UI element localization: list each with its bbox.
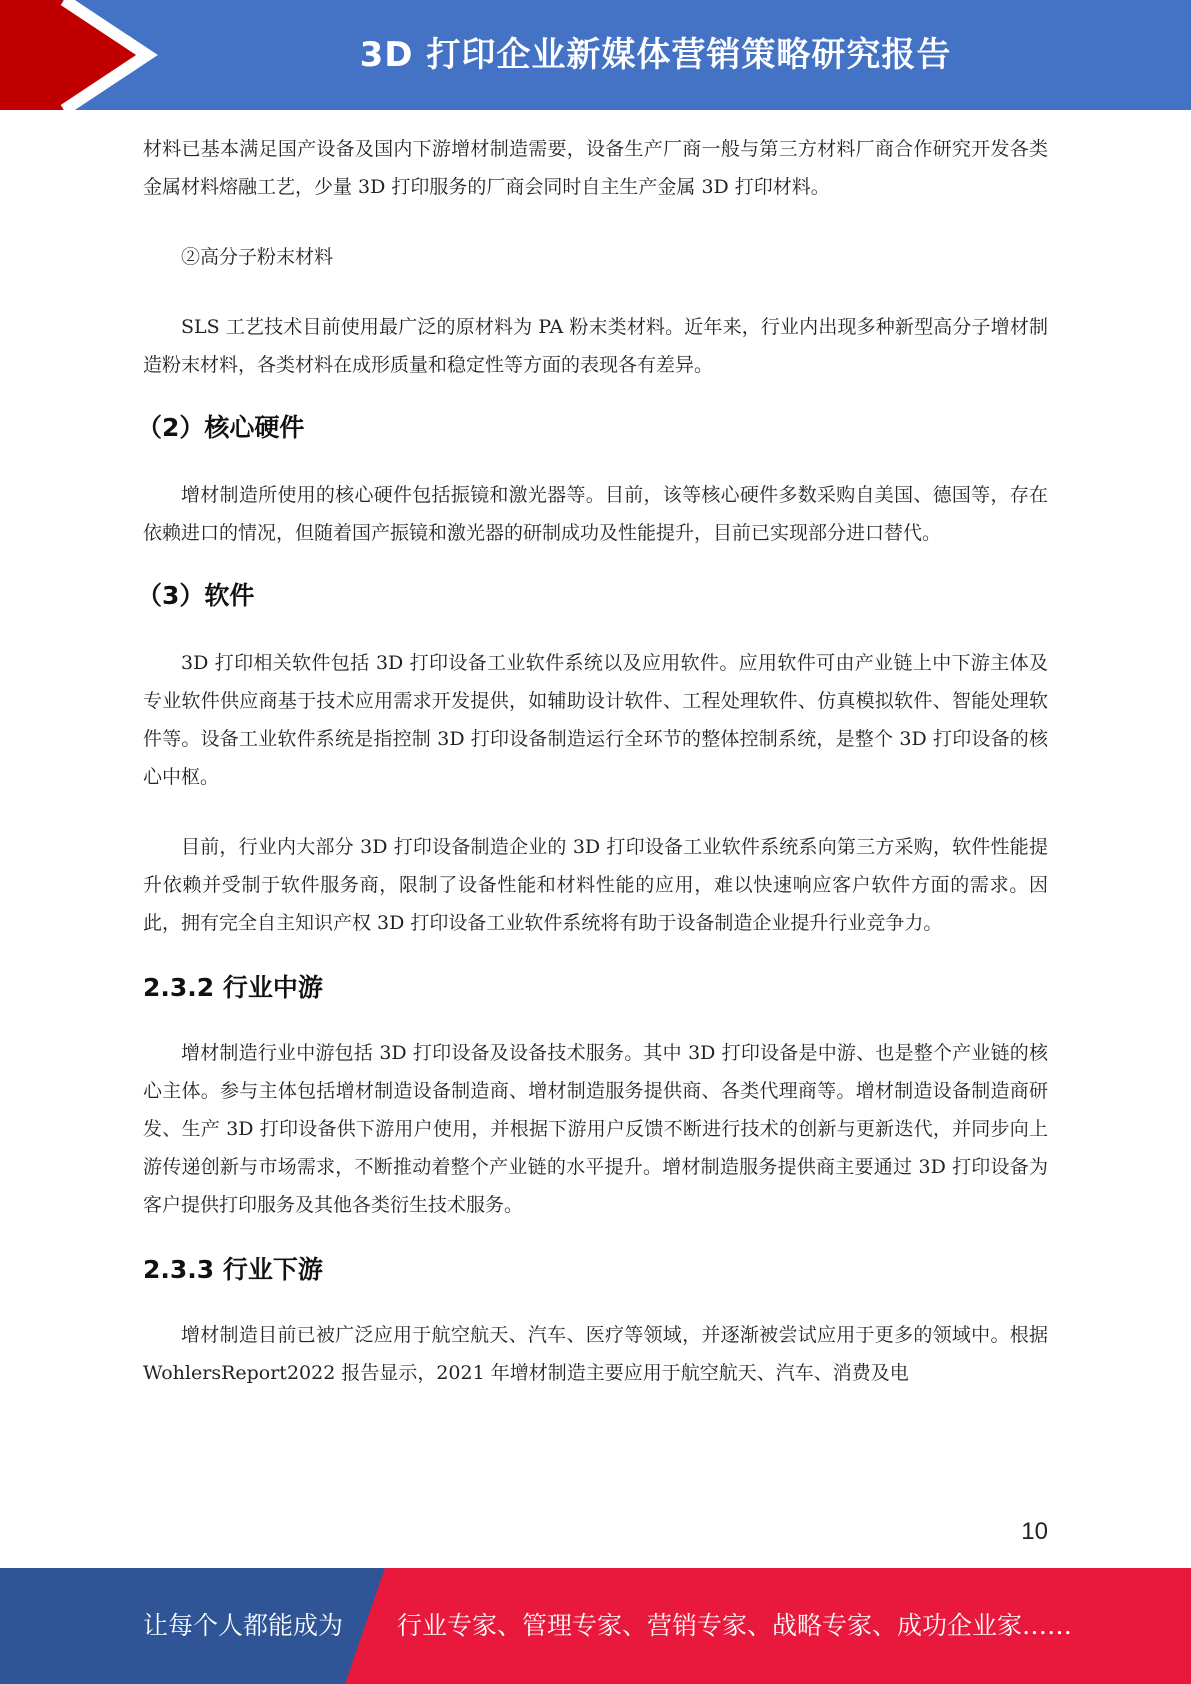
paragraph: 增材制造目前已被广泛应用于航空航天、汽车、医疗等领域，并逐渐被尝试应用于更多的领域中。根据 WohlersReport2022 报告显示，2021 年增材制造主要应用于航空航天、汽车、消费及电 (143, 1324, 1048, 1384)
paragraph: SLS 工艺技术目前使用最广泛的原材料为 PA 粉末类材料。近年来，行业内出现多种新型高分子增材制造粉末材料，各类材料在成形质量和稳定性等方面的表现各有差异。 (143, 316, 1048, 376)
paragraph: 增材制造所使用的核心硬件包括振镜和激光器等。目前，该等核心硬件多数采购自美国、德国等，存在依赖进口的情况，但随着国产振镜和激光器的研制成功及性能提升，目前已实现部分进口替代。 (143, 484, 1048, 544)
footer-slogan-left: 让每个人都能成为 (143, 1611, 344, 1640)
document-body (137, 130, 1048, 1392)
footer-slogan-right: 行业专家、管理专家、营销专家、战略专家、成功企业家…… (397, 1611, 1073, 1640)
paragraph: 增材制造行业中游包括 3D 打印设备及设备技术服务。其中 3D 打印设备是中游、也是整个产业链的核心主体。参与主体包括增材制造设备制造商、增材制造服务提供商、各类代理商等。增材制造设备制造商研发、生产 3D 打印设备供下游用户使用，并根据下游用户反馈不断进行技术的创新与更新迭代，并同步向上游传递创新与市场需求，不断推动着整个产业链的水平提升。增材制造服务提供商主要通过 3D 打印设备为客户提供打印服务及其他各类衍生技术服务。 (143, 1042, 1048, 1216)
paragraph: 材料已基本满足国产设备及国内下游增材制造需要，设备生产厂商一般与第三方材料厂商合作研究开发各类金属材料熔融工艺，少量 3D 打印服务的厂商会同时自主生产金属 3D 打印材料。 (143, 138, 1048, 198)
section-heading-midstream: 2.3.2 行业中游 (143, 973, 323, 1002)
list-item-polymer-powder: ②高分子粉末材料 (181, 246, 334, 268)
page-footer (0, 1568, 1191, 1684)
page-header (0, 0, 1191, 110)
section-heading-software: （3）软件 (137, 581, 255, 610)
paragraph: 3D 打印相关软件包括 3D 打印设备工业软件系统以及应用软件。应用软件可由产业链上中下游主体及专业软件供应商基于技术应用需求开发提供，如辅助设计软件、工程处理软件、仿真模拟软件、智能处理软件等。设备工业软件系统是指控制 3D 打印设备制造运行全环节的整体控制系统，是整个 3D 打印设备的核心中枢。 (143, 652, 1048, 788)
paragraph: 目前，行业内大部分 3D 打印设备制造企业的 3D 打印设备工业软件系统系向第三方采购，软件性能提升依赖并受制于软件服务商，限制了设备性能和材料性能的应用，难以快速响应客户软件方面的需求。因此，拥有完全自主知识产权 3D 打印设备工业软件系统将有助于设备制造企业提升行业竞争力。 (143, 836, 1048, 934)
section-heading-core-hardware: （2）核心硬件 (137, 413, 305, 442)
report-title: 3D 打印企业新媒体营销策略研究报告 (359, 35, 952, 75)
section-heading-downstream: 2.3.3 行业下游 (143, 1255, 323, 1284)
page-number: 10 (1021, 1518, 1048, 1545)
